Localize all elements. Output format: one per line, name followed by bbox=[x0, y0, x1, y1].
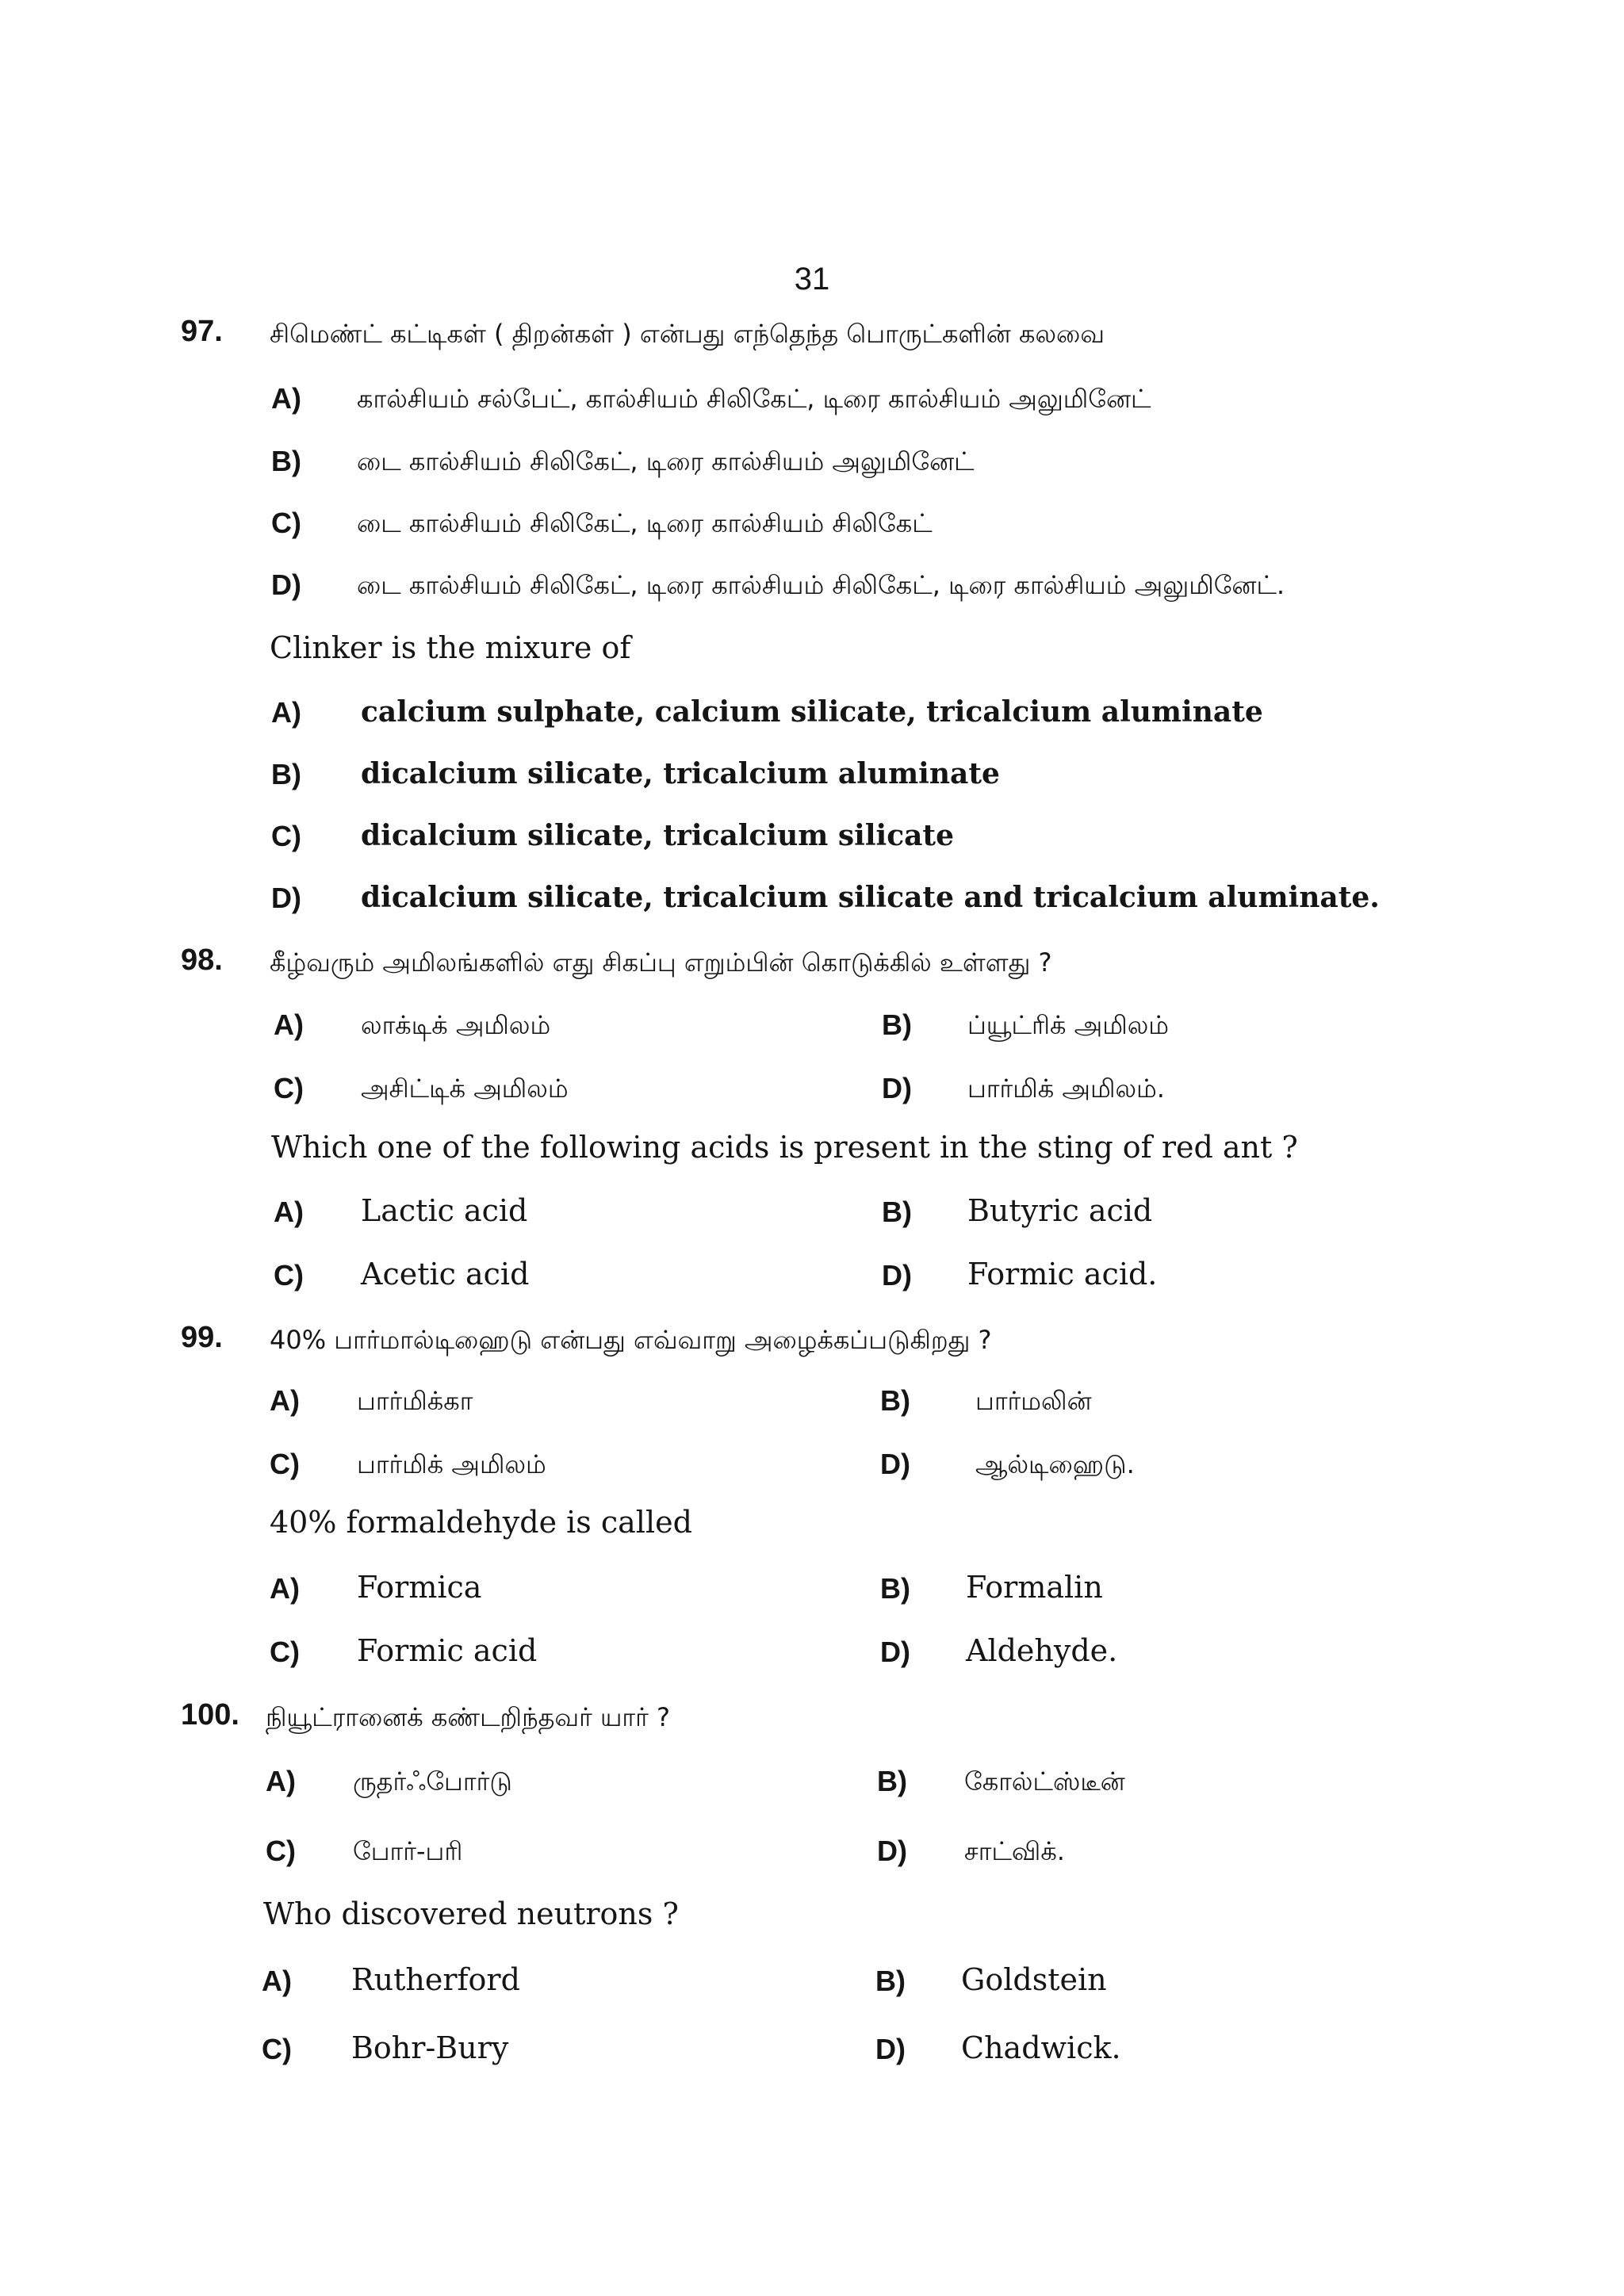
option-label: B) bbox=[877, 1765, 907, 1797]
tamil-option-text: கோல்ட்ஸ்டீன் bbox=[964, 1766, 1125, 1797]
english-option-text: dicalcium silicate, tricalcium aluminate bbox=[361, 757, 1000, 790]
tamil-option-text: பார்மிக்கா bbox=[357, 1386, 473, 1416]
page-number: 31 bbox=[794, 262, 830, 297]
option-label: B) bbox=[271, 758, 301, 790]
english-option-text: Formic acid bbox=[357, 1633, 538, 1668]
option-label: B) bbox=[882, 1008, 912, 1041]
option-label: A) bbox=[270, 1572, 300, 1605]
english-option-text: dicalcium silicate, tricalcium silicate and tricalcium aluminate. bbox=[361, 881, 1380, 914]
option-label: D) bbox=[880, 1636, 910, 1668]
tamil-option-text: டை கால்சியம் சிலிகேட், டிரை கால்சியம் சிலிகேட் bbox=[357, 508, 933, 538]
question-number: 99. bbox=[181, 1321, 223, 1354]
option-label: D) bbox=[271, 882, 301, 914]
option-label: D) bbox=[877, 1835, 907, 1867]
english-option-text: Formic acid. bbox=[967, 1257, 1158, 1292]
tamil-option-text: அசிட்டிக் அமிலம் bbox=[361, 1073, 569, 1104]
question-number: 98. bbox=[181, 943, 223, 977]
english-question: Which one of the following acids is present in the sting of red ant ? bbox=[271, 1130, 1298, 1165]
english-option-text: Rutherford bbox=[351, 1962, 520, 1997]
english-option-text: Bohr-Bury bbox=[351, 2030, 509, 2065]
english-option-text: Formalin bbox=[966, 1570, 1103, 1605]
option-label: C) bbox=[270, 1448, 300, 1480]
english-option-text: dicalcium silicate, tricalcium silicate bbox=[361, 819, 954, 852]
option-label: B) bbox=[880, 1384, 910, 1417]
option-label: C) bbox=[274, 1259, 304, 1292]
english-option-text: calcium sulphate, calcium silicate, tricalcium aluminate bbox=[361, 695, 1263, 729]
english-option-text: Goldstein bbox=[961, 1962, 1107, 1997]
tamil-question: சிமெண்ட் கட்டிகள் ( திறன்கள் ) என்பது எந்தெந்த பொருட்களின் கலவை bbox=[270, 319, 1105, 349]
tamil-option-text: பார்மலின் bbox=[975, 1386, 1092, 1416]
option-label: A) bbox=[270, 1384, 300, 1417]
option-label: D) bbox=[271, 568, 301, 601]
option-label: C) bbox=[266, 1835, 296, 1867]
tamil-option-text: ஆல்டிஹைடு. bbox=[975, 1449, 1135, 1479]
option-label: D) bbox=[882, 1259, 912, 1292]
option-label: C) bbox=[274, 1072, 304, 1104]
english-question: Clinker is the mixure of bbox=[270, 630, 631, 665]
option-label: D) bbox=[880, 1448, 910, 1480]
english-option-text: Aldehyde. bbox=[966, 1633, 1118, 1668]
tamil-option-text: பார்மிக் அமிலம். bbox=[967, 1073, 1165, 1104]
tamil-option-text: பார்மிக் அமிலம் bbox=[357, 1449, 546, 1479]
option-label: B) bbox=[882, 1196, 912, 1228]
english-option-text: Acetic acid bbox=[361, 1257, 530, 1292]
tamil-option-text: ப்யூட்ரிக் அமிலம் bbox=[967, 1010, 1170, 1040]
question-number: 100. bbox=[181, 1698, 239, 1732]
option-label: A) bbox=[274, 1008, 304, 1041]
tamil-option-text: போர்-பரி bbox=[353, 1836, 463, 1866]
tamil-option-text: சாட்விக். bbox=[964, 1836, 1065, 1866]
english-option-text: Butyric acid bbox=[967, 1193, 1153, 1228]
option-label: C) bbox=[270, 1636, 300, 1668]
tamil-question: நியூட்ரானைக் கண்டறிந்தவர் யார் ? bbox=[266, 1702, 670, 1732]
option-label: A) bbox=[271, 382, 301, 415]
option-label: D) bbox=[875, 2033, 906, 2065]
english-option-text: Formica bbox=[357, 1570, 482, 1605]
english-question: Who discovered neutrons ? bbox=[263, 1896, 679, 1931]
option-label: B) bbox=[880, 1572, 910, 1605]
option-label: C) bbox=[271, 507, 301, 539]
english-option-text: Chadwick. bbox=[961, 2030, 1121, 2065]
option-label: B) bbox=[875, 1965, 906, 1997]
english-option-text: Lactic acid bbox=[361, 1193, 528, 1228]
tamil-option-text: டை கால்சியம் சிலிகேட், டிரை கால்சியம் சிலிகேட், டிரை கால்சியம் அலுமினேட். bbox=[357, 570, 1285, 600]
option-label: B) bbox=[271, 445, 301, 477]
english-question: 40% formaldehyde is called bbox=[270, 1505, 692, 1540]
option-label: D) bbox=[882, 1072, 912, 1104]
option-label: A) bbox=[266, 1765, 296, 1797]
tamil-option-text: லாக்டிக் அமிலம் bbox=[361, 1010, 551, 1040]
option-label: C) bbox=[271, 820, 301, 852]
option-label: A) bbox=[262, 1965, 292, 1997]
tamil-question: கீழ்வரும் அமிலங்களில் எது சிகப்பு எறும்பின் கொடுக்கில் உள்ளது ? bbox=[270, 947, 1052, 978]
option-label: C) bbox=[262, 2033, 292, 2065]
tamil-option-text: டை கால்சியம் சிலிகேட், டிரை கால்சியம் அலுமினேட் bbox=[357, 446, 975, 476]
tamil-question: 40% பார்மால்டிஹைடு என்பது எவ்வாறு அழைக்கப்படுகிறது ? bbox=[270, 1325, 992, 1355]
option-label: A) bbox=[274, 1196, 304, 1228]
tamil-option-text: கால்சியம் சல்பேட், கால்சியம் சிலிகேட், டிரை கால்சியம் அலுமினேட் bbox=[357, 384, 1151, 414]
question-number: 97. bbox=[181, 315, 223, 348]
option-label: A) bbox=[271, 696, 301, 729]
tamil-option-text: ருதர்ஃபோர்டு bbox=[353, 1766, 512, 1797]
